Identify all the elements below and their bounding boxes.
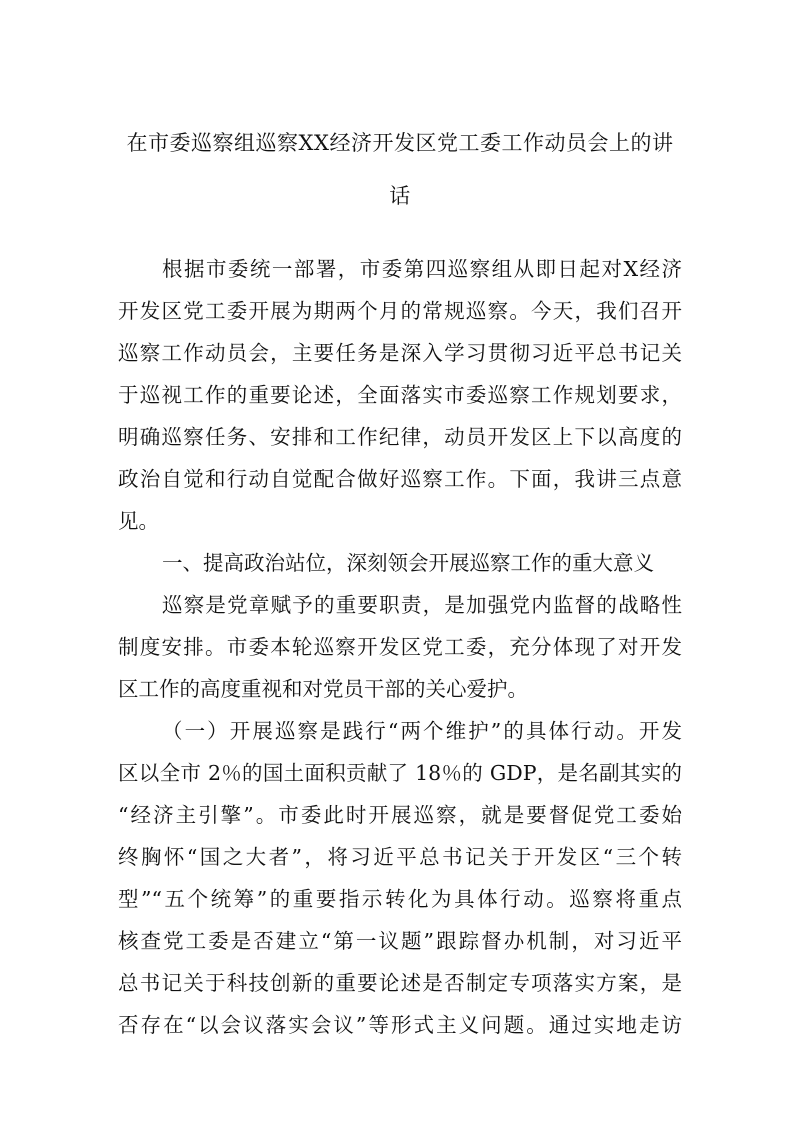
body-text-line: 见。 [118, 509, 159, 533]
document-title-line-1: 在市委巡察组巡察XX经济开发区党工委工作动员会上的讲 [126, 131, 674, 155]
body-text-line: 一、提高政治站位，深刻领会开展巡察工作的重大意义 [162, 551, 654, 575]
body-text-line: 巡察是党章赋予的重要职责，是加强党内监督的战略性 [162, 593, 682, 617]
body-text-line: 否存在“以会议落实会议”等形式主义问题。通过实地走访 [118, 1013, 682, 1037]
body-text-line: 型”“五个统筹”的重要指示转化为具体行动。巡察将重点 [118, 887, 682, 911]
body-text-line: 于巡视工作的重要论述，全面落实市委巡察工作规划要求， [118, 383, 682, 407]
body-text-line: （一）开展巡察是践行“两个维护”的具体行动。开发 [162, 719, 682, 743]
document-title-line-2: 话 [389, 184, 411, 208]
body-text-line: 根据市委统一部署，市委第四巡察组从即日起对X经济 [162, 257, 682, 281]
body-text-line: 政治自觉和行动自觉配合做好巡察工作。下面，我讲三点意 [118, 467, 682, 491]
body-text-line: 终胸怀“国之大者”，将习近平总书记关于开发区“三个转 [118, 845, 682, 869]
body-text-line: 制度安排。市委本轮巡察开发区党工委，充分体现了对开发 [118, 635, 682, 659]
body-text-line: 明确巡察任务、安排和工作纪律，动员开发区上下以高度的 [118, 425, 682, 449]
body-text-line: 区以全市 2％的国土面积贡献了 18％的 GDP，是名副其实的 [118, 761, 682, 785]
body-text-line: 开发区党工委开展为期两个月的常规巡察。今天，我们召开 [118, 299, 682, 323]
body-text-line: 巡察工作动员会，主要任务是深入学习贯彻习近平总书记关 [118, 341, 682, 365]
body-text-line: “经济主引擎”。市委此时开展巡察，就是要督促党工委始 [118, 803, 682, 827]
body-text-line: 区工作的高度重视和对党员干部的关心爱护。 [118, 677, 528, 701]
body-text-line: 总书记关于科技创新的重要论述是否制定专项落实方案，是 [118, 971, 682, 995]
body-text-line: 核查党工委是否建立“第一议题”跟踪督办机制，对习近平 [118, 929, 682, 953]
document-body [118, 248, 682, 1046]
